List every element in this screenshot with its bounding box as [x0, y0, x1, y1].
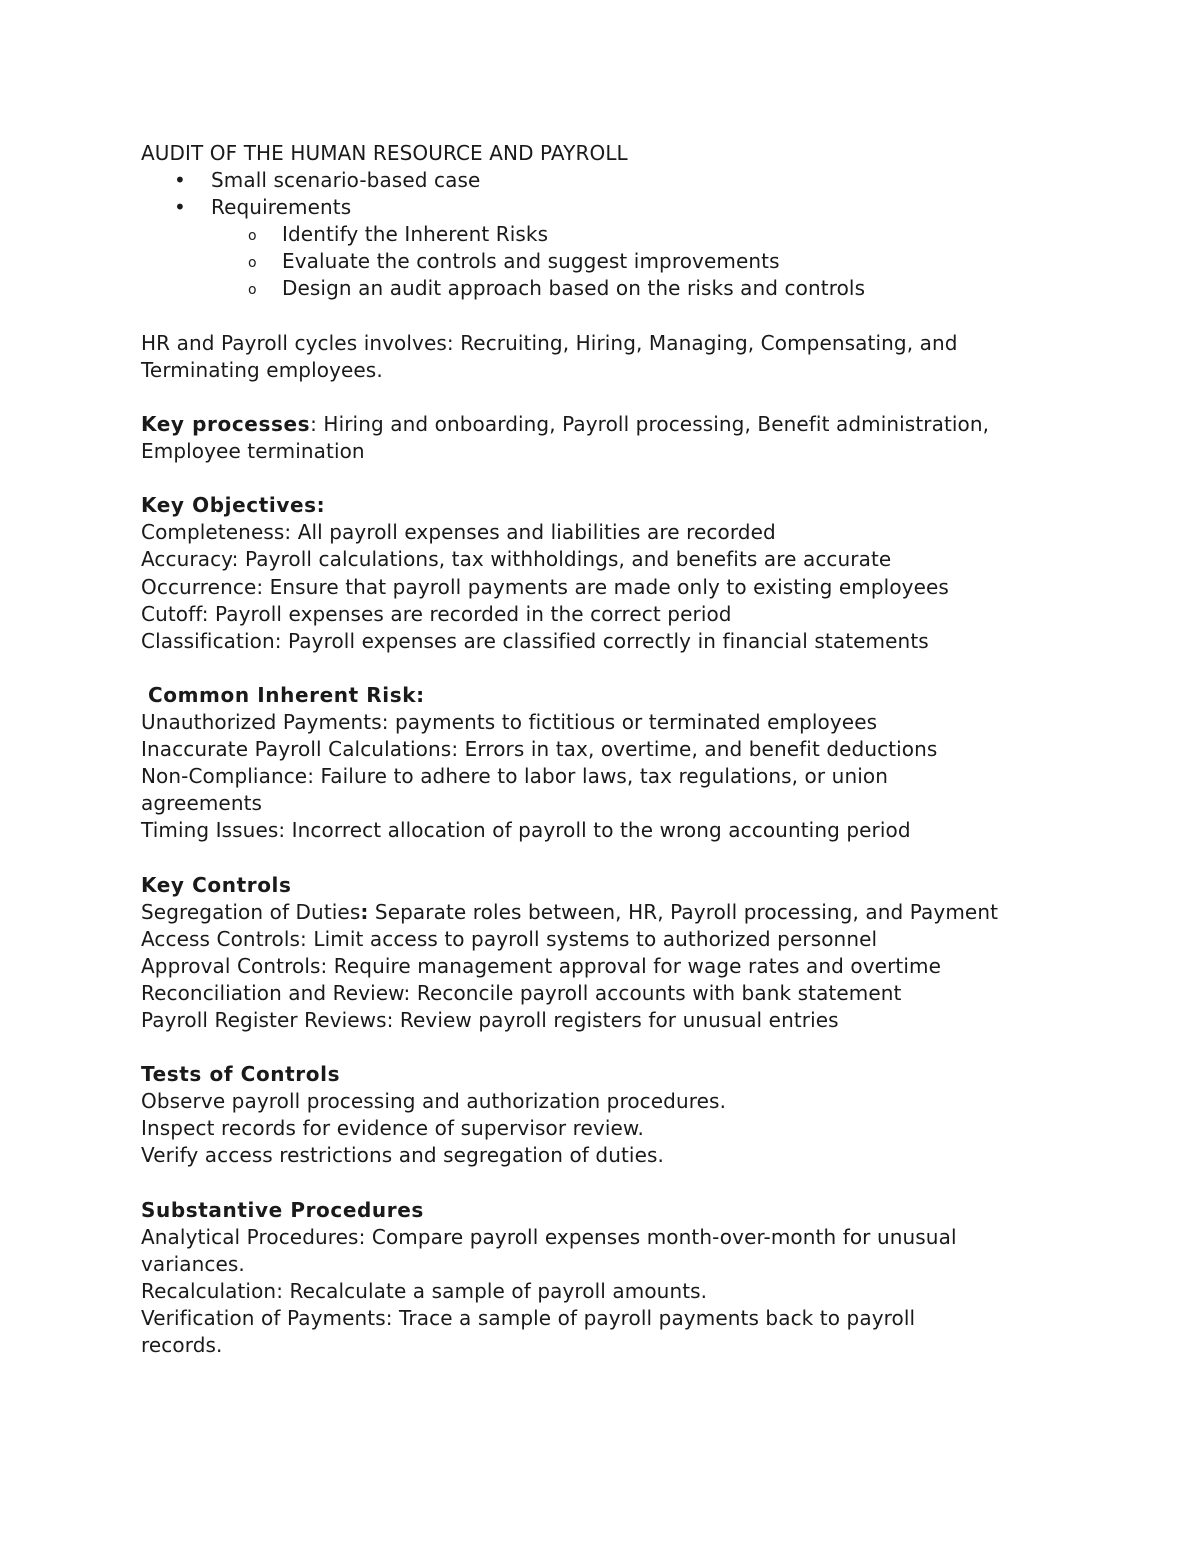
circle-bullet-icon: o — [248, 282, 257, 299]
circle-bullet-icon: o — [248, 255, 257, 272]
control-line: Approval Controls: Require management approval for wage rates and overtime — [141, 953, 941, 978]
test-line: Observe payroll processing and authorization procedures. — [141, 1089, 727, 1114]
bullet-icon: • — [174, 168, 186, 193]
risk-line: Unauthorized Payments: payments to fictitious or terminated employees — [141, 709, 878, 734]
sub-list-item — [211, 221, 1081, 248]
document-page — [141, 140, 1081, 1359]
circle-bullet-icon: o — [248, 228, 257, 245]
sub-list-item-text: Evaluate the controls and suggest improvements — [282, 249, 780, 274]
test-line: Inspect records for evidence of supervisor review. — [141, 1116, 644, 1141]
control-line — [141, 899, 1081, 926]
procedure-line: Recalculation: Recalculate a sample of payroll amounts. — [141, 1278, 708, 1303]
list-item — [141, 194, 1081, 302]
sub-list-item-text: Identify the Inherent Risks — [282, 222, 549, 247]
test-line: Verify access restrictions and segregation of duties. — [141, 1143, 664, 1168]
control-label: Segregation of Duties — [141, 899, 361, 924]
key-controls-heading: Key Controls — [141, 872, 292, 897]
risk-line: Non-Compliance: Failure to adhere to labor laws, tax regulations, or union agreements — [141, 764, 888, 816]
key-processes-text: : Hiring and onboarding, Payroll processing, Benefit administration, Employee termination — [141, 411, 990, 464]
sub-list-item-text: Design an audit approach based on the risks and controls — [282, 276, 866, 301]
requirements-list — [141, 167, 1081, 302]
sub-list-item — [211, 275, 1081, 302]
control-line: Access Controls: Limit access to payroll systems to authorized personnel — [141, 926, 878, 951]
objective-line: Accuracy: Payroll calculations, tax withholdings, and benefits are accurate — [141, 547, 892, 572]
key-processes-paragraph — [141, 411, 1081, 465]
bullet-icon: • — [174, 195, 186, 220]
substantive-procedures-heading: Substantive Procedures — [141, 1197, 424, 1222]
document-title: AUDIT OF THE HUMAN RESOURCE AND PAYROLL — [141, 141, 628, 165]
list-item — [141, 167, 1081, 194]
procedure-line: Analytical Procedures: Compare payroll expenses month-over-month for unusual variances. — [141, 1224, 957, 1276]
control-text: Separate roles between, HR, Payroll processing, and Payment — [368, 899, 999, 924]
intro-paragraph: HR and Payroll cycles involves: Recruiting, Hiring, Managing, Compensating, and Terminating employees. — [141, 330, 958, 382]
control-line: Reconciliation and Review: Reconcile payroll accounts with bank statement — [141, 980, 902, 1005]
tests-of-controls-heading: Tests of Controls — [141, 1062, 341, 1087]
list-item-text: Small scenario-based case — [211, 168, 481, 193]
control-colon: : — [360, 899, 369, 924]
objective-line: Cutoff: Payroll expenses are recorded in the correct period — [141, 601, 732, 626]
objective-line: Classification: Payroll expenses are classified correctly in financial statements — [141, 628, 929, 653]
risk-line: Timing Issues: Incorrect allocation of payroll to the wrong accounting period — [141, 818, 911, 843]
procedure-line: Verification of Payments: Trace a sample of payroll payments back to payroll records. — [141, 1306, 916, 1358]
control-line: Payroll Register Reviews: Review payroll registers for unusual entries — [141, 1008, 839, 1032]
key-objectives-heading: Key Objectives: — [141, 493, 326, 518]
list-item-text: Requirements — [211, 195, 352, 220]
risk-line: Inaccurate Payroll Calculations: Errors in tax, overtime, and benefit deductions — [141, 737, 938, 762]
key-processes-label: Key processes — [141, 411, 311, 436]
objective-line: Completeness: All payroll expenses and liabilities are recorded — [141, 520, 776, 545]
inherent-risk-heading: Common Inherent Risk: — [148, 682, 425, 707]
sub-list — [211, 221, 1081, 302]
objective-line: Occurrence: Ensure that payroll payments are made only to existing employees — [141, 574, 949, 599]
sub-list-item — [211, 248, 1081, 275]
